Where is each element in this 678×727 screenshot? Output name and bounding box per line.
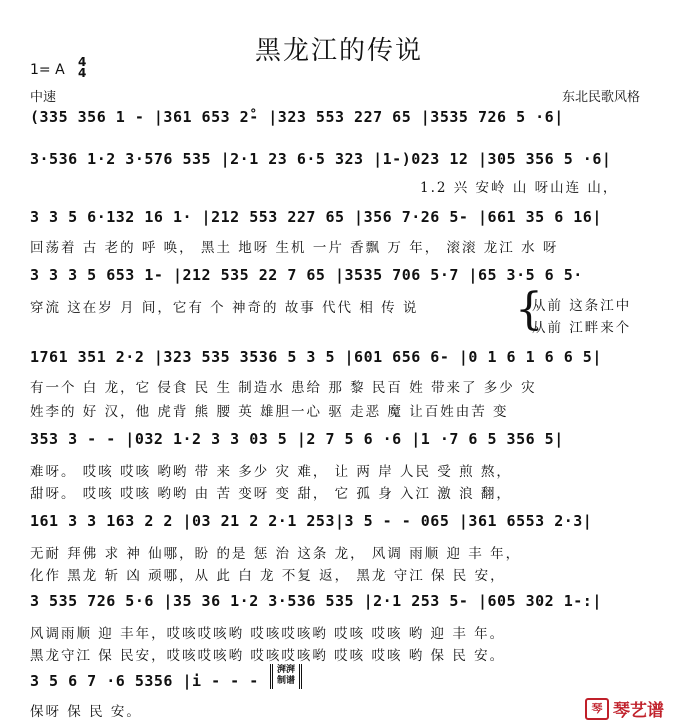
site-watermark — [585, 696, 664, 721]
time-signature-bottom: 4 — [78, 66, 87, 80]
lyric-line-7-verse-2: 化作 黑龙 斩 凶 顽哪，从 此 白 龙 不复 返， 黑龙 守江 保 民 安， — [30, 568, 506, 584]
notation-line-4: 3 3 3 5 653 1- |212 535 22 7 65 |3535 706 5·7 |65 3·5 6 5· — [30, 266, 583, 284]
lyric-line-4: 穿流 这在岁 月 间，它有 个 神奇的 故事 代代 相 传 说 — [30, 300, 419, 316]
time-signature-top: 4 — [78, 55, 87, 69]
lyric-line-8-verse-2: 黑龙守江 保 民安，哎咳哎咳哟 哎咳哎咳哟 哎咳 哎咳 哟 保 民 安。 — [30, 648, 506, 664]
verse-brace: { — [515, 284, 543, 335]
arranger-seal — [270, 664, 302, 689]
notation-line-2: 3·536 1·2 3·576 535 |2·1 23 6·5 323 |1-)023 12 |305 356 5 ·6| — [30, 150, 612, 168]
tempo-marking: 中速 — [30, 90, 57, 105]
notation-line-7: 161 3 3 163 2 2 |03 21 2 2·1 253|3 5 - - 065 |361 6553 2·3| — [30, 512, 593, 530]
time-signature — [78, 57, 86, 79]
watermark-logo-icon: 琴 — [585, 698, 609, 720]
seal-text-bottom: 制谱 — [276, 676, 295, 686]
seal-text-top: 湃湃 — [276, 665, 295, 675]
notation-line-9: 3 5 6 7 ·6 5356 |i - - - — [30, 672, 259, 690]
lyric-line-7-verse-1: 无耐 拜佛 求 神 仙哪，盼 的是 惩 治 这条 龙， 风调 雨顺 迎 丰 年， — [30, 546, 522, 562]
lyric-line-9: 保呀 保 民 安。 — [30, 704, 142, 720]
notation-line-1: (335 356 1 - |361 653 2̊- |323 553 227 65 |3535 726 5 ·6| — [30, 108, 564, 126]
watermark-text: 琴艺谱 — [613, 701, 664, 721]
lyric-line-2: 1.2 兴 安岭 山 呀山连 山， — [420, 180, 619, 196]
lyric-line-6-verse-1: 难呀。 哎咳 哎咳 哟哟 带 来 多少 灾 难， 让 两 岸 人民 受 煎 熬， — [30, 464, 512, 480]
key-signature: 1= A — [30, 62, 65, 78]
style-marking: 东北民歌风格 — [561, 90, 640, 105]
verse-b-lyric: 从前 江畔来个 — [532, 320, 632, 336]
lyric-line-5-verse-2: 姓李的 好 汉，他 虎背 熊 腰 英 雄胆一心 驱 走恶 魔 让百姓由苦 变 — [30, 404, 509, 420]
lyric-line-6-verse-2: 甜呀。 哎咳 哎咳 哟哟 由 苦 变呀 变 甜， 它 孤 身 入江 激 浪 翻， — [30, 486, 512, 502]
notation-line-5: 1761 351 2·2 |323 535 3536 5 3 5 |601 656 6- |0 1 6 1 6 6 5| — [30, 348, 602, 366]
notation-line-3: 3 3 5 6·132 16 1· |212 553 227 65 |356 7·26 5- |661 35 6 16| — [30, 208, 602, 226]
lyric-line-8-verse-1: 风调雨顺 迎 丰年，哎咳哎咳哟 哎咳哎咳哟 哎咳 哎咳 哟 迎 丰 年。 — [30, 626, 506, 642]
song-title: 黑龙江的传说 — [254, 36, 423, 66]
notation-line-6: 353 3 - - |032 1·2 3 3 03 5 |2 7 5 6 ·6 |1 ·7 6 5 356 5| — [30, 430, 564, 448]
notation-line-8: 3 535 726 5·6 |35 36 1·2 3·536 535 |2·1 253 5- |605 302 1-:| — [30, 592, 602, 610]
lyric-line-5-verse-1: 有一个 白 龙，它 侵食 民 生 制造水 患给 那 黎 民百 姓 带来了 多少 灾 — [30, 380, 537, 396]
lyric-line-3: 回荡着 古 老的 呼 唤， 黑土 地呀 生机 一片 香飘 万 年， 滚滚 龙江 水 呀 — [30, 240, 559, 256]
verse-a-lyric: 从前 这条江中 — [532, 298, 632, 314]
